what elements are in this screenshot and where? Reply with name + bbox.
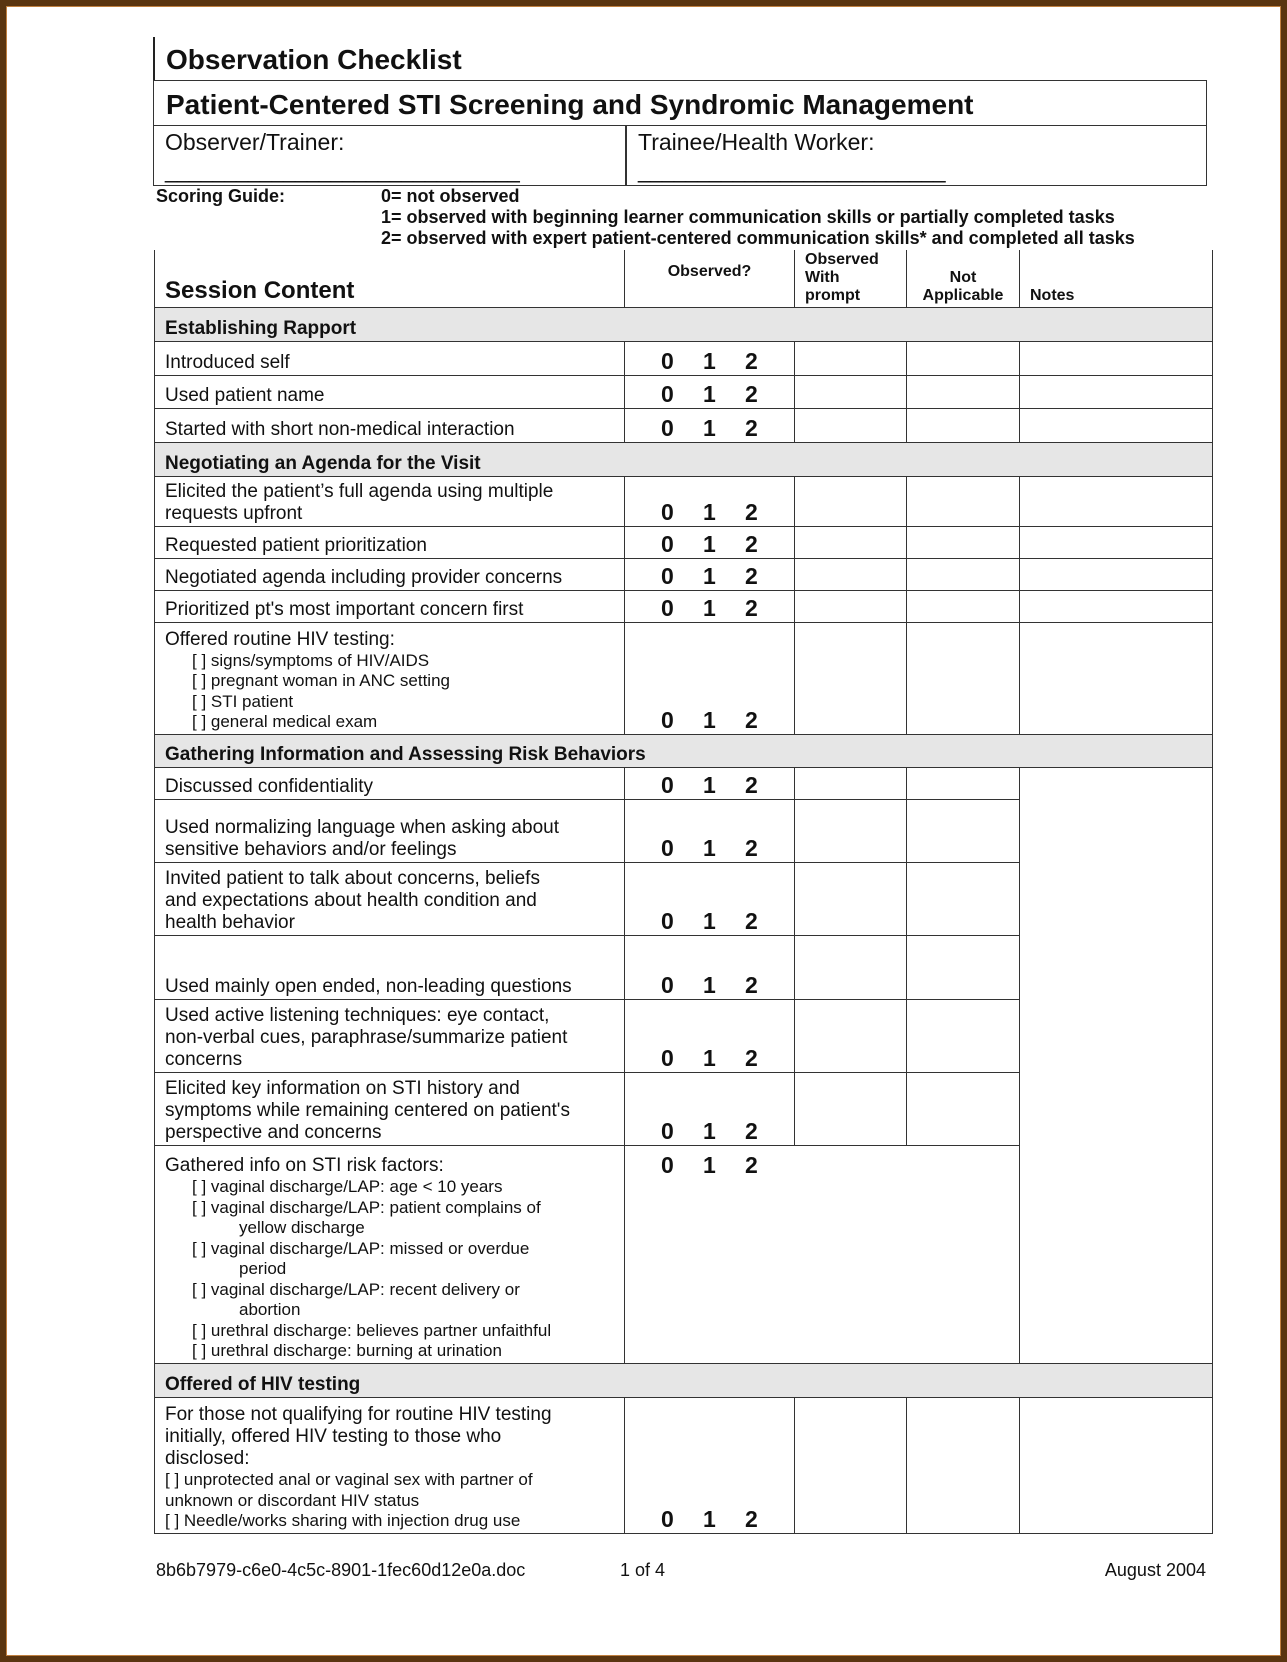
score-selector[interactable]	[625, 935, 795, 999]
table-row	[155, 526, 1213, 558]
item-text: Used normalizing language when asking about	[165, 816, 559, 838]
item-text: Introduced self	[165, 351, 290, 373]
score-option-1[interactable]: 1	[703, 971, 716, 998]
observed-with-prompt-cell[interactable]	[795, 799, 907, 862]
not-applicable-cell[interactable]	[907, 476, 1020, 526]
notes-cell[interactable]	[1020, 476, 1213, 526]
item-label	[155, 526, 625, 558]
checkbox-option[interactable]: [ ] vaginal discharge/LAP: missed or overdue	[192, 1238, 530, 1258]
score-option-0[interactable]: 0	[661, 1151, 674, 1178]
score-option-2[interactable]: 2	[745, 907, 758, 934]
score-option-0[interactable]: 0	[661, 706, 674, 733]
score-selector[interactable]	[625, 799, 795, 862]
observed-with-prompt-cell[interactable]	[795, 341, 907, 375]
checkbox-option: abortion	[239, 1300, 301, 1319]
item-text: health behavior	[165, 911, 295, 933]
not-applicable-cell[interactable]	[907, 799, 1020, 862]
table-row	[155, 375, 1213, 408]
item-label	[155, 408, 625, 442]
section-heading: Establishing Rapport	[155, 307, 1213, 341]
divider	[625, 126, 627, 185]
score-selector[interactable]	[625, 1397, 795, 1533]
score-option-1[interactable]: 1	[703, 706, 716, 733]
not-applicable-cell[interactable]	[907, 862, 1020, 935]
score-selector[interactable]	[625, 408, 795, 442]
scoring-guide-1: 1= observed with beginning learner communication skills or partially completed tasks	[381, 207, 1115, 227]
checkbox-option[interactable]: [ ] urethral discharge: believes partner unfaithful	[192, 1320, 552, 1340]
table-row	[155, 558, 1213, 590]
item-label	[155, 862, 625, 935]
score-selector[interactable]	[625, 375, 795, 408]
item-text: Prioritized pt's most important concern first	[165, 598, 524, 620]
notes-cell[interactable]	[1020, 341, 1213, 375]
score-option-1[interactable]: 1	[703, 414, 716, 441]
table-header	[155, 250, 1213, 307]
section-heading: Gathering Information and Assessing Risk Behaviors	[155, 734, 1213, 767]
header-not-applicable: Not Applicable	[907, 250, 1020, 307]
score-selector[interactable]	[625, 1145, 1020, 1363]
section-heading: Negotiating an Agenda for the Visit	[155, 442, 1213, 476]
not-applicable-cell[interactable]	[907, 935, 1020, 999]
score-option-2[interactable]: 2	[745, 1117, 758, 1144]
score-option-1[interactable]: 1	[703, 1044, 716, 1071]
score-selector[interactable]	[625, 862, 795, 935]
notes-cell[interactable]	[1020, 1397, 1213, 1533]
not-applicable-cell[interactable]	[907, 999, 1020, 1072]
observed-with-prompt-cell[interactable]	[795, 767, 907, 799]
divider	[153, 37, 155, 81]
item-label	[155, 999, 625, 1072]
table-row	[155, 476, 1213, 526]
item-text: symptoms while remaining centered on patient's	[165, 1099, 570, 1121]
checkbox-option[interactable]: [ ] signs/symptoms of HIV/AIDS	[192, 650, 430, 670]
table-row	[155, 590, 1213, 622]
footer-page-number: 1 of 4	[620, 1560, 666, 1580]
score-selector[interactable]	[625, 476, 795, 526]
item-text: Elicited the patient’s full agenda using multiple	[165, 480, 554, 502]
not-applicable-cell[interactable]	[907, 341, 1020, 375]
item-text: requests upfront	[165, 502, 303, 524]
item-label	[155, 1397, 625, 1533]
item-text: and expectations about health condition and	[165, 889, 537, 911]
item-text: Elicited key information on STI history and	[165, 1077, 520, 1099]
header-notes: Notes	[1020, 250, 1213, 307]
item-label	[155, 341, 625, 375]
trainee-field[interactable]: __________________________	[638, 157, 945, 183]
item-label	[155, 476, 625, 526]
observer-label: Observer/Trainer:	[165, 129, 345, 155]
document-subtitle: Patient-Centered STI Screening and Syndromic Management	[166, 89, 974, 120]
checkbox-option: period	[239, 1259, 287, 1278]
score-option-2[interactable]: 2	[745, 771, 758, 798]
score-selector[interactable]	[625, 999, 795, 1072]
not-applicable-cell[interactable]	[907, 408, 1020, 442]
section-row	[155, 734, 1213, 767]
score-selector[interactable]	[625, 558, 795, 590]
table-row	[155, 622, 1213, 734]
trainee-label: Trainee/Health Worker:	[638, 129, 875, 155]
item-text: Negotiated agenda including provider concerns	[165, 566, 563, 588]
item-label	[155, 558, 625, 590]
score-option-2[interactable]: 2	[745, 1151, 758, 1178]
score-option-2[interactable]: 2	[745, 498, 758, 525]
not-applicable-cell[interactable]	[907, 590, 1020, 622]
score-option-1[interactable]: 1	[703, 498, 716, 525]
notes-cell[interactable]	[1020, 590, 1213, 622]
score-option-2[interactable]: 2	[745, 347, 758, 374]
score-option-2[interactable]: 2	[745, 530, 758, 557]
checkbox-option[interactable]: [ ] vaginal discharge/LAP: age < 10 years	[192, 1177, 503, 1196]
score-option-1[interactable]: 1	[703, 562, 716, 589]
footer-filename: 8b6b7979-c6e0-4c5c-8901-1fec60d12e0a.doc	[156, 1560, 526, 1580]
observed-with-prompt-cell[interactable]	[795, 526, 907, 558]
notes-cell[interactable]	[1020, 767, 1213, 1363]
item-text: Used mainly open ended, non-leading questions	[165, 975, 572, 997]
score-option-1[interactable]: 1	[703, 1117, 716, 1144]
item-text: Used patient name	[165, 384, 325, 406]
score-option-2[interactable]: 2	[745, 594, 758, 621]
scoring-guide-label: Scoring Guide:	[156, 186, 286, 206]
item-text: Gathered info on STI risk factors:	[165, 1155, 444, 1176]
score-option-1[interactable]: 1	[703, 834, 716, 861]
item-text: Invited patient to talk about concerns, beliefs	[165, 867, 540, 889]
checkbox-option: yellow discharge	[239, 1218, 365, 1237]
subtitle-box	[153, 80, 1207, 126]
score-option-0[interactable]: 0	[661, 834, 674, 861]
notes-cell[interactable]	[1020, 526, 1213, 558]
scoring-guide-0: 0= not observed	[381, 186, 520, 206]
score-option-0[interactable]: 0	[661, 530, 674, 557]
item-label	[155, 1145, 625, 1363]
not-applicable-cell[interactable]	[907, 1072, 1020, 1145]
score-option-2[interactable]: 2	[745, 834, 758, 861]
score-option-2[interactable]: 2	[745, 562, 758, 589]
item-text: concerns	[165, 1048, 243, 1070]
score-option-0[interactable]: 0	[661, 971, 674, 998]
observed-with-prompt-cell[interactable]	[795, 1397, 907, 1533]
item-text: Requested patient prioritization	[165, 534, 427, 556]
observed-with-prompt-cell[interactable]	[795, 375, 907, 408]
score-option-1[interactable]: 1	[703, 907, 716, 934]
score-option-0[interactable]: 0	[661, 414, 674, 441]
not-applicable-cell[interactable]	[907, 1397, 1020, 1533]
item-label	[155, 590, 625, 622]
score-option-2[interactable]: 2	[745, 1044, 758, 1071]
score-option-2[interactable]: 2	[745, 414, 758, 441]
observed-with-prompt-cell[interactable]	[795, 622, 907, 734]
notes-cell[interactable]	[1020, 408, 1213, 442]
item-label	[155, 935, 625, 999]
score-selector[interactable]	[625, 622, 795, 734]
observer-field[interactable]: ______________________________	[165, 157, 519, 183]
header-observed-with-prompt: Observed With prompt	[795, 250, 907, 307]
score-option-0[interactable]: 0	[661, 907, 674, 934]
notes-cell[interactable]	[1020, 622, 1213, 734]
checkbox-option[interactable]: [ ] vaginal discharge/LAP: recent delivery or	[192, 1279, 520, 1299]
observed-with-prompt-cell[interactable]	[795, 1072, 907, 1145]
not-applicable-cell[interactable]	[907, 375, 1020, 408]
section-row	[155, 442, 1213, 476]
observed-with-prompt-cell[interactable]	[795, 590, 907, 622]
score-option-0[interactable]: 0	[661, 771, 674, 798]
score-option-0[interactable]: 0	[661, 347, 674, 374]
checkbox-option[interactable]: [ ] pregnant woman in ANC setting	[192, 671, 450, 690]
item-label	[155, 799, 625, 862]
section-row	[155, 1363, 1213, 1397]
item-text: disclosed:	[165, 1448, 250, 1469]
header-session-content: Session Content	[155, 250, 625, 307]
item-text: Started with short non-medical interaction	[165, 418, 515, 440]
score-option-0[interactable]: 0	[661, 1117, 674, 1144]
checkbox-option[interactable]: [ ] vaginal discharge/LAP: patient complains of	[192, 1197, 541, 1217]
not-applicable-cell[interactable]	[907, 622, 1020, 734]
notes-cell[interactable]	[1020, 558, 1213, 590]
table-row	[155, 767, 1213, 799]
notes-cell[interactable]	[1020, 375, 1213, 408]
score-option-0[interactable]: 0	[661, 562, 674, 589]
score-option-0[interactable]: 0	[661, 498, 674, 525]
header-observed: Observed?	[625, 250, 795, 307]
table-row	[155, 1397, 1213, 1533]
not-applicable-cell[interactable]	[907, 558, 1020, 590]
score-selector[interactable]	[625, 1072, 795, 1145]
score-selector[interactable]	[625, 526, 795, 558]
names-box	[153, 125, 1207, 186]
score-option-2[interactable]: 2	[745, 971, 758, 998]
score-option-1[interactable]: 1	[703, 347, 716, 374]
score-option-1[interactable]: 1	[703, 771, 716, 798]
observed-with-prompt-cell[interactable]	[795, 558, 907, 590]
checklist-table	[154, 250, 1213, 1534]
section-heading: Offered of HIV testing	[155, 1363, 1213, 1397]
checkbox-option[interactable]: [ ] unprotected anal or vaginal sex with partner of	[165, 1470, 533, 1489]
checkbox-option[interactable]: [ ] general medical exam	[192, 712, 378, 731]
table-row	[155, 341, 1213, 375]
item-label	[155, 767, 625, 799]
not-applicable-cell[interactable]	[907, 767, 1020, 799]
not-applicable-cell[interactable]	[907, 526, 1020, 558]
score-option-2[interactable]: 2	[745, 380, 758, 407]
item-text: For those not qualifying for routine HIV testing	[165, 1404, 552, 1425]
score-option-1[interactable]: 1	[703, 1505, 716, 1532]
score-option-2[interactable]: 2	[745, 706, 758, 733]
item-text: sensitive behaviors and/or feelings	[165, 838, 457, 860]
checkbox-option[interactable]: [ ] Needle/works sharing with injection drug use	[165, 1511, 521, 1530]
score-option-2[interactable]: 2	[745, 1505, 758, 1532]
score-option-0[interactable]: 0	[661, 594, 674, 621]
item-label	[155, 1072, 625, 1145]
observed-with-prompt-cell[interactable]	[795, 476, 907, 526]
item-label	[155, 622, 625, 734]
score-option-1[interactable]: 1	[703, 594, 716, 621]
observed-with-prompt-cell[interactable]	[795, 862, 907, 935]
table-row	[155, 408, 1213, 442]
scoring-guide-2: 2= observed with expert patient-centered communication skills* and completed all tasks	[381, 228, 1135, 248]
score-option-1[interactable]: 1	[703, 530, 716, 557]
observed-with-prompt-cell[interactable]	[795, 408, 907, 442]
item-text: perspective and concerns	[165, 1121, 382, 1143]
score-option-0[interactable]: 0	[661, 1505, 674, 1532]
checkbox-option[interactable]: [ ] urethral discharge: burning at urination	[192, 1341, 502, 1360]
checkbox-option[interactable]: [ ] STI patient	[192, 691, 294, 711]
observed-with-prompt-cell[interactable]	[795, 999, 907, 1072]
item-text: non-verbal cues, paraphrase/summarize patient	[165, 1026, 568, 1048]
item-text: Used active listening techniques: eye contact,	[165, 1004, 550, 1026]
item-text: Offered routine HIV testing:	[165, 628, 395, 650]
score-selector[interactable]	[625, 341, 795, 375]
observed-with-prompt-cell[interactable]	[795, 935, 907, 999]
score-selector[interactable]	[625, 767, 795, 799]
item-label	[155, 375, 625, 408]
checkbox-option: unknown or discordant HIV status	[165, 1490, 420, 1510]
score-selector[interactable]	[625, 590, 795, 622]
score-option-1[interactable]: 1	[703, 380, 716, 407]
item-text: Discussed confidentiality	[165, 775, 374, 797]
footer-date: August 2004	[1104, 1560, 1206, 1580]
score-option-0[interactable]: 0	[661, 1044, 674, 1071]
item-text: initially, offered HIV testing to those who	[165, 1426, 502, 1447]
section-row	[155, 307, 1213, 341]
score-option-1[interactable]: 1	[703, 1151, 716, 1178]
page-title: Observation Checklist	[166, 44, 462, 75]
score-option-0[interactable]: 0	[661, 380, 674, 407]
